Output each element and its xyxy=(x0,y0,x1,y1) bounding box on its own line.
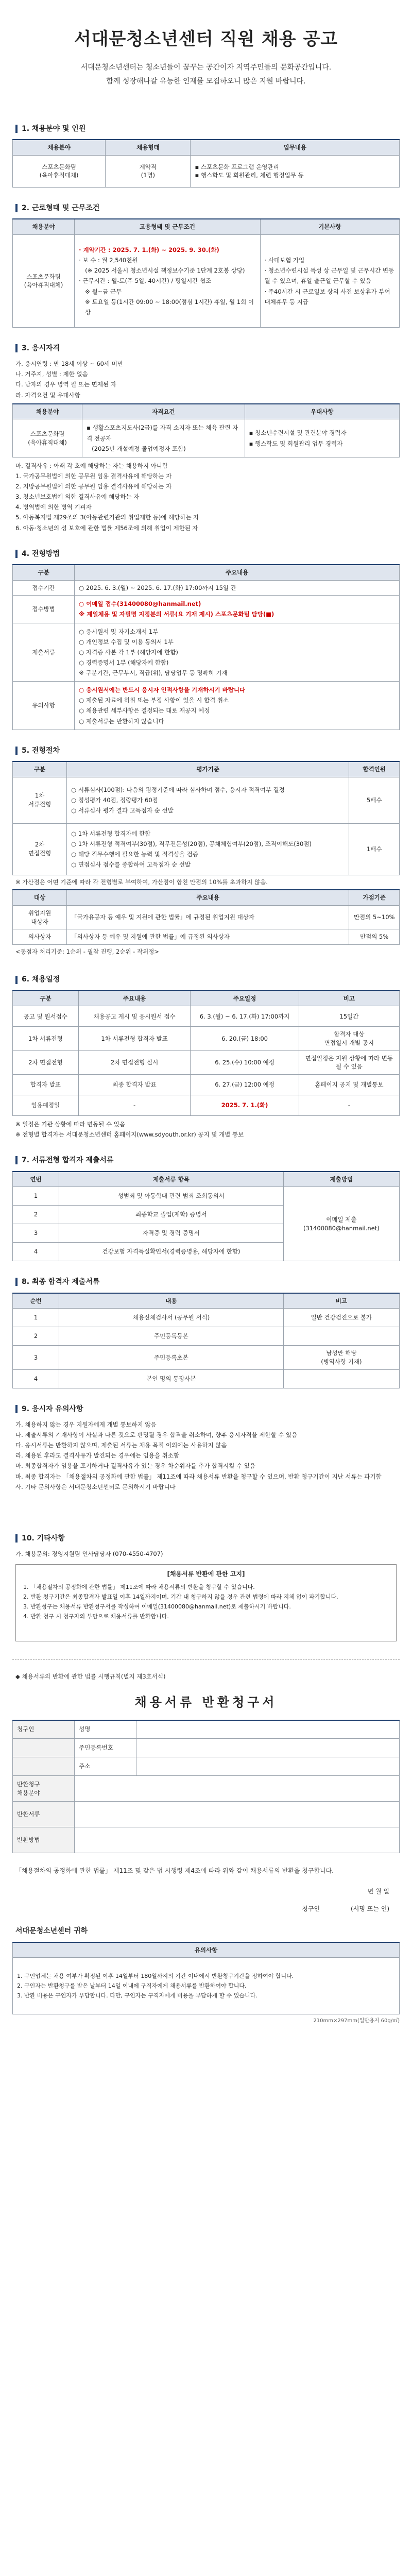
selection-process-table: 구분 평가기준 합격인원 1차 서류전형 ○ 서류심사(100점): 다음의 평정기준에 따라 심사하며 점수, 응시자 적격여부 결정 ○ 정성평가 40점, 정량평가 60점 ○ 서류심사 평가 결과 고득점자 순 선발 5배수 2차 면접전형 ○ 1차 서류전형 합격자에 한함 ○ 1차 서류전형 적격여부(30점), 직무전문성(20점), 공채체험여부(20점), 조직이해도(30점) ○ 해당 직무수행에 필요한 능력 및 적격성을 검증 ○ 면접심사 점수를 종합하여 고득점자 순 선발 1배수 xyxy=(12,761,400,875)
section-heading: 3. 응시자격 xyxy=(15,343,400,353)
disqualification-list: 마. 결격사유 : 아래 각 호에 해당하는 자는 채용하지 아니함 1. 국가공무원법에 의한 공무원 임용 결격사유에 해당하는 자 2. 지방공무원법에 의한 공무원 임용 결격사유에 해당하는 자 3. 청소년보호법에 의한 결격사유에 해당하는 자 4. 병역법에 의한 병역 기피자 5. 아동복지법 제29조의 3(아동관련기관의 취업제한 등)에 해당하는 자 6. 아동·청소년의 성 보호에 관한 법률 제56조에 의해 취업이 제한된 자 xyxy=(15,462,199,532)
section-heading: 1. 채용분야 및 인원 xyxy=(15,124,400,134)
form-date: 년 월 일 xyxy=(367,1888,389,1895)
form-guide-table: 유의사항 1. 구인업체는 채용 여부가 확정된 이후 14일부터 180일까지의 기간 이내에서 반환청구기간을 정하여야 합니다. 2. 구인자는 반환청구를 받은 날부터 14일 이내에 구직자에게 채용서류를 반환하여야 합니다. 3. 반환 비용은 구인자가 부담합니다. 다만, 구인자는 구직자에게 비용을 부담하게 할 수 있습니다. xyxy=(12,1942,400,2015)
paper-size: 210mm×297mm(일반용지 60g/㎡) xyxy=(313,2018,400,2024)
applicant-notes: 가. 채용하지 않는 경우 지원자에게 개별 통보하지 않음 나. 제출서류의 기재사항이 사실과 다른 것으로 판명될 경우 합격을 취소하며, 향후 응시자격을 제한할 수 있음 다. 응시서류는 반환하지 않으며, 제출된 서류는 채용 목적 이외에는 사용하지 않음 라. 채용된 후라도 결격사유가 발견되는 경우에는 임용을 취소함 마. 최종합격자가 임용을 포기하거나 결격사유가 있는 경우 차순위자를 추가 합격시킬 수 있음 바. 최종 합격자는 「채용절차의 공정화에 관한 법률」 제11조에 따라 채용서류 반환을 청구할 수 있으며, 반환 청구기간이 지난 서류는 파기함 사. 기타 문의사항은 서대문청소년센터로 문의하시기 바랍니다 xyxy=(15,1420,382,1490)
final-docs-table: 순번 내용 비고 1 채용신체검사서 (공무원 서식) 일반 건강검진으로 불가 2 주민등록등본 3 주민등록초본 남성만 해당 (병역사항 기재) 4 본인 명의 통장사본 xyxy=(12,1293,400,1388)
bonus-table: 대상 주요내용 가점기준 취업지원 대상자 「국가유공자 등 예우 및 지원에 관한 법률」에 규정된 취업지원 대상자 만점의 5~10% 의사상자 「의사상자 등 예우 및 지원에 관한 법률」에 규정된 의사상자 만점의 5% xyxy=(12,889,400,945)
job-duties: ▪ 스포츠문화 프로그램 운영관리 ▪ 행스학도 및 회원관리, 체련 행정업무 등 xyxy=(191,155,400,187)
job-field: 스포츠문화팀 (육아휴직대체) xyxy=(13,155,106,187)
addressee: 서대문청소년센터 귀하 xyxy=(15,1927,88,1936)
intro xyxy=(12,61,400,108)
page-title: 서대문청소년센터 직원 채용 공고 xyxy=(74,29,338,49)
form-footnote: ◆ 채용서류의 반환에 관한 법률 시행규칙(별지 제3호서식) xyxy=(15,1673,166,1681)
intro-line: 서대문청소년센터는 청소년들이 꿈꾸는 공간이자 지역주민들의 문화공간입니다. xyxy=(80,63,332,72)
contact: 가. 채용문의: 경영지원팀 인사담당자 (070-4550-4707) xyxy=(15,1550,163,1558)
bonus-note: ※ 가산점은 어떤 기준에 따라 각 전형별로 부여하여, 가산점이 합친 만점의 10%를 초과하지 않음. xyxy=(15,878,268,886)
section-heading: 9. 응시자 유의사항 xyxy=(15,1404,400,1414)
section-heading: 8. 최종 합격자 제출서류 xyxy=(15,1277,400,1287)
qualification-table: 채용분야 자격요건 우대사항 스포츠문화팀 (육아휴직대체) ▪ 생활스포츠지도사(2급)를 자격 소지자 또는 체육 관련 자격 전공자 (2025년 개설예정 졸업예정자 포함) ▪ 청소년수련시설 및 관련분야 경력자 ▪ 행스학도 및 회원관리 업무 경력자 xyxy=(12,403,400,457)
docs-table: 연번 제출서류 항목 제출방법 1 성범죄 및 아동학대 관련 범죄 조회동의서 이메일 제출 (31400080@hanmail.net) 2 최종학교 졸업(재학) 증명서 3 자격증 및 경력 증명서 4 건강보험 자격득실확인서(경력증명용, 해당자에 한함) xyxy=(12,1171,400,1262)
id-number-field[interactable] xyxy=(136,1739,400,1757)
basic-terms: · 사대보험 가입 · 청소년수련시설 특성 상 근무일 및 근무시간 변동될 수 있으며, 휴일 출근일 근무할 수 있음 · 주40시간 시 근로일보 상의 사전 보상휴가 부여 대체휴무 등 지급 xyxy=(260,234,399,327)
address-field[interactable] xyxy=(136,1757,400,1776)
return-form-table: 청구인 성명 주민등록번호 주소 반환청구 채용분야 반환서류 반환방법 xyxy=(12,1720,400,1854)
field-input[interactable] xyxy=(75,1776,400,1802)
section-heading: 6. 채용일정 xyxy=(15,974,400,985)
screening-method-table: 구분 주요내용 접수기간 ○ 2025. 6. 3.(월) ~ 2025. 6. 17.(화) 17:00까지 15일 간 접수방법 ○ 이메일 접수(31400080@hanmail.net) ※ 제일체용 및 자필명 지정분의 서류(요 기재 제시) 스포츠문화팀 담당(■) 제출서류 ○ 응시원서 및 자기소개서 1부 ○ 개인정보 수집 및 이용 동의서 1부 ○ 자격증 사본 각 1부 (해당자에 한함) ○ 경력증명서 1부 (해당자에 한함) ※ 구분기간, 근무부서, 직급(위), 담당업무 등 명확히 기재 유의사항 ○ 응시원서에는 반드시 응시자 인적사항을 기재하시기 바랍니다 ○ 제출된 자료에 허위 또는 부정 사항이 있을 시 합격 취소 ○ 채용관련 세부사항은 결정되는 대로 재공지 예정 ○ 제출서류는 반환하지 않습니다 xyxy=(12,564,400,730)
eligibility-list: 가. 응시연령 : 만 18세 이상 ~ 60세 미만 나. 거주지, 성별 : 제한 없음 다. 남자의 경우 병역 필 또는 면제된 자 라. 자격요건 및 우대사항 xyxy=(15,360,123,399)
form-title: 채용서류 반환청구서 xyxy=(134,1694,278,1709)
method-input[interactable] xyxy=(75,1827,400,1853)
work-conditions-table: 채용분야 고용형태 및 근무조건 기본사항 스포츠문화팀 (육아휴직대체) · 계약기간 : 2025. 7. 1.(화) ~ 2025. 9. 30.(화) · 보 수 : 월 2,540천원 (※ 2025 서울시 청소년시설 책정보수기준 1단계 2호봉 상당) · 근무시간 : 월-토(주 5일, 40시간) / 평일시간 협조 ※ 월~금 근무 ※ 토요일 등(1시간 09:00 ~ 18:00(점심 1시간) 휴일, 월 1회 이상 · 사대보험 가입 · 청소년수련시설 특성 상 근무일 및 근무시간 변동될 수 있으며, 휴일 출근일 근무할 수 있음 · 주40시간 시 근로일보 상의 사전 보상휴가 부여 대체휴무 등 지급 xyxy=(12,218,400,328)
section-heading: 5. 전형절차 xyxy=(15,745,400,756)
section-heading: 7. 서류전형 합격자 제출서류 xyxy=(15,1155,400,1165)
docs-input[interactable] xyxy=(75,1802,400,1827)
return-notice-box: [채용서류 반환에 관한 고지] 1. 「채용절차의 공정화에 관한 법률」 제11조에 따라 채용서류의 반환을 청구할 수 있습니다. 2. 반환 청구기간은 최종합격자 발표일 이후 14일까지이며, 기간 내 청구하지 않을 경우 관련 법령에 따라 지체 없이 파기합니다. 3. 반환청구는 채용서류 반환청구서를 작성하여 이메일(31400080@hanmail.net)로 제출하시기 바랍니다. 4. 반환 청구 시 청구자의 부담으로 채용서류를 반환합니다. xyxy=(15,1564,397,1641)
schedule-notes: ※ 일정은 기관 상황에 따라 변동될 수 있음 ※ 전형별 합격자는 서대문청소년센터 홈페이지(www.sdyouth.or.kr) 공지 및 개별 통보 xyxy=(15,1121,244,1139)
job-type: 계약직 (1명) xyxy=(106,155,191,187)
schedule-table: 구분 주요내용 주요일정 비고 공고 및 원서접수 채용공고 게시 및 응시원서 접수 6. 3.(월) ~ 6. 17.(화) 17:00까지 15일간 1차 서류전형 1차 서류전형 합격자 발표 6. 20.(금) 18:00 합격자 대상 면접일시 개별 공지 2차 면접전형 2차 면접전형 실시 6. 25.(수) 10:00 예정 면접일정은 지원 상황에 따라 변동될 수 있음 합격자 발표 최종 합격자 발표 6. 27.(금) 12:00 예정 홈페이지 공지 및 개별통보 임용예정일 - 2025. 7. 1.(화) - xyxy=(12,990,400,1116)
conditions: · 계약기간 : 2025. 7. 1.(화) ~ 2025. 9. 30.(화) · 보 수 : 월 2,540천원 (※ 2025 서울시 청소년시설 책정보수기준 1단계 2호봉 상당) · 근무시간 : 월-토(주 5일, 40시간) / 평일시간 협조 ※ 월~금 근무 ※ 토요일 등(1시간 09:00 ~ 18:00(점심 1시간) 휴일, 월 1회 이상 xyxy=(75,234,260,327)
section-heading: 2. 근로형태 및 근무조건 xyxy=(15,203,400,213)
signature-line: 청구인 (서명 또는 인) xyxy=(302,1905,389,1912)
tie-break-note: <동점자 처리기준: 1순위 - 필참 진행, 2순위 - 작위정> xyxy=(15,947,159,955)
form-statement: 「채용절차의 공정화에 관한 법률」 제11조 및 같은 법 시행령 제4조에 따라 위와 같이 채용서류의 반환을 청구합니다. xyxy=(15,1867,334,1875)
section-heading: 4. 전형방법 xyxy=(15,549,400,559)
section-heading: 10. 기타사항 xyxy=(15,1533,400,1544)
intro-line: 함께 성장해나갈 유능한 인재를 모집하오니 많은 지원 바랍니다. xyxy=(106,77,306,86)
name-field[interactable] xyxy=(136,1720,400,1739)
job-field-table: 채용분야 채용형태 업무내용 스포츠문화팀 (육아휴직대체) 계약직 (1명) ▪ 스포츠문화 프로그램 운영관리 ▪ 행스학도 및 회원관리, 체련 행정업무 등 xyxy=(12,139,400,188)
